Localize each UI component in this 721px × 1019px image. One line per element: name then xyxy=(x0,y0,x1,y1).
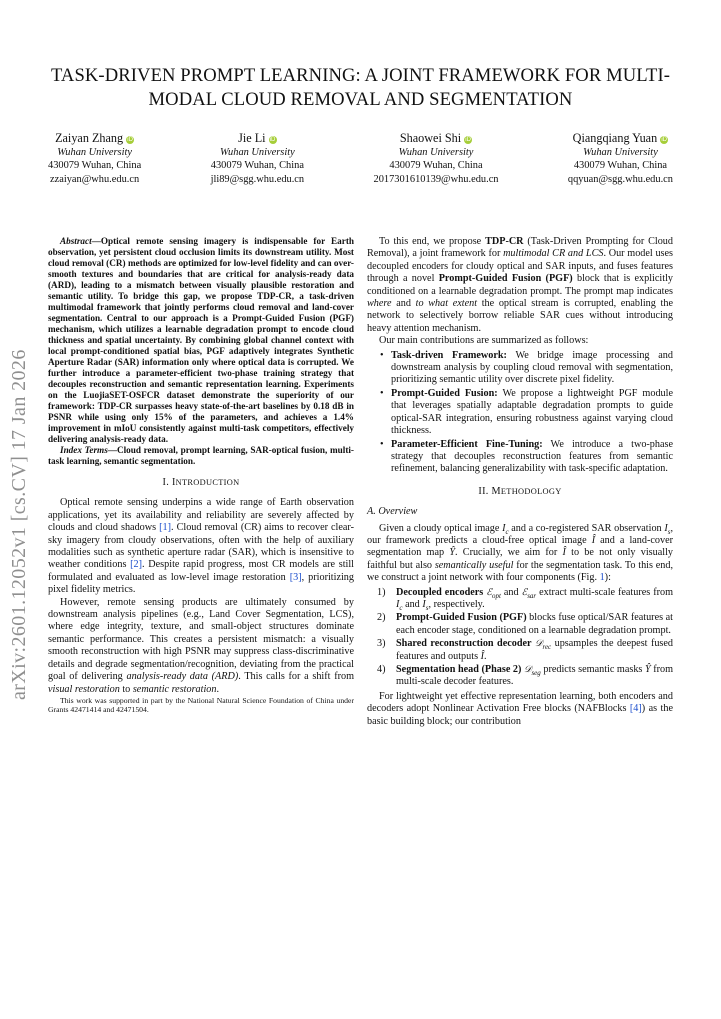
author-affiliation: Wuhan University xyxy=(57,147,132,158)
author-1 xyxy=(48,131,141,186)
subsection-heading-overview: A. Overview xyxy=(367,506,418,518)
abstract-lead: Abstract xyxy=(60,236,92,246)
contributions-intro: Our main contributions are summarized as follows: xyxy=(379,335,589,347)
author-address: 430079 Wuhan, China xyxy=(210,160,304,172)
orcid-icon[interactable]: iD xyxy=(269,137,276,143)
author-email[interactable]: zzaiyan@whu.edu.cn xyxy=(49,173,140,185)
list-item: • Parameter-Efficient Fine-Tuning: We introduce a two-phase strategy that decouples reconstruction features from semantic refinement, balancing generalizability with task-specific adaptation. xyxy=(380,438,674,475)
orcid-icon[interactable]: iD xyxy=(465,137,471,143)
list-item: • Prompt-Guided Fusion: We propose a lightweight PGF module that leverages spatially adaptable degradation prompts to guide optical-SAR integration, ensuring robustness against varying cloud thickness. xyxy=(380,387,673,437)
paper-title: TASK-DRIVEN PROMPT LEARNING: A JOINT FRAMEWORK FOR MULTI-MODAL CLOUD REMOVAL AND SEGMENTATION xyxy=(50,65,671,110)
author-address: 430079 Wuhan, China xyxy=(48,160,142,172)
bullet-icon: • xyxy=(380,349,384,361)
author-affiliation: Wuhan University xyxy=(219,147,295,158)
author-email[interactable]: jli89@sgg.whu.edu.cn xyxy=(210,173,305,185)
orcid-icon[interactable]: iD xyxy=(661,137,668,143)
section-heading-introduction: I. INTRODUCTION xyxy=(162,477,240,488)
author-address: 430079 Wuhan, China xyxy=(573,160,668,172)
list-item: 4) Segmentation head (Phase 2) 𝒟$_{seg}$ predicts semantic masks Ŷ from multi-scale decoder features. xyxy=(377,664,674,688)
closing-paragraph: For lightweight yet effective representation learning, both encoders and decoders adopt Nonlinear Activation Free blocks (NAFBlocks [4]) as the basic building block; our contribution xyxy=(367,690,673,727)
components-list xyxy=(367,587,673,689)
intro-paragraph-2: However, remote sensing products are ultimately consumed by downstream analysis pipelines (e.g., Land Cover Segmentation, LCS), where edge integrity, texture, and small-object structures dominate semantic performance. This creates a persistent mismatch: a visually smooth reconstruction with high PSNR may suppress class-discriminative details and degrade segmentation/recognition, deviating from the practical goal of delivering analysis-ready data (ARD). This calls for a shift from visual restoration to semantic restoration. xyxy=(48,596,354,695)
citation-link[interactable]: [2] xyxy=(130,559,143,571)
author-4 xyxy=(568,131,673,186)
author-email[interactable]: 2017301610139@whu.edu.cn xyxy=(373,173,499,185)
list-item: • Task-driven Framework: We bridge image processing and downstream analysis by coupling cloud removal with segmentation, prioritizing semantic utility over discrete pixel fidelity. xyxy=(380,349,673,386)
author-affiliation: Wuhan University xyxy=(583,147,658,158)
list-item: 1) Decoupled encoders ℰ$_{opt}$ and ℰ$_{sar}$ extract multi-scale features from $I_c$ and $I_s$, respectively. xyxy=(377,586,673,612)
contributions-list xyxy=(367,350,673,476)
author-block xyxy=(48,131,673,186)
overview-paragraph: Given a cloudy optical image $I_c$ and a co-registered SAR observation $I_s$, our framework predicts a cloud-free optical image Î and a land-cover segmentation map Ŷ. Crucially, we aim for Î to be not only visually faithful but also semantically useful for the segmentation task. To this end, we construct a joint network with four components (Fig. 1): xyxy=(367,522,674,584)
abstract xyxy=(48,236,354,445)
list-item: 2) Prompt-Guided Fusion (PGF) blocks fuse optical/SAR features at each encoder stage, conditioned on a learnable degradation prompt. xyxy=(377,612,673,636)
author-name: Qiangqiang Yuan xyxy=(572,131,658,145)
author-2 xyxy=(211,131,305,186)
bullet-icon: • xyxy=(380,438,384,450)
orcid-icon[interactable]: iD xyxy=(127,137,133,143)
bullet-icon: • xyxy=(380,387,384,399)
right-column xyxy=(367,236,673,728)
author-3 xyxy=(374,131,499,186)
index-terms xyxy=(48,445,354,467)
citation-link[interactable]: [1] xyxy=(159,522,171,534)
index-terms-lead: Index Terms xyxy=(60,445,108,455)
author-name: Zaiyan Zhang xyxy=(55,131,124,145)
author-affiliation: Wuhan University xyxy=(398,147,474,158)
left-column xyxy=(48,236,354,715)
author-address: 430079 Wuhan, China xyxy=(389,160,483,172)
funding-footnote: This work was supported in part by the National Natural Science Foundation of China under Grants 42471414 and 42471504. xyxy=(48,695,354,715)
proposal-paragraph: To this end, we propose TDP-CR (Task-Driven Prompting for Cloud Removal), a joint framework for multimodal CR and LCS. Our model uses decoupled encoders for cloudy optical and SAR inputs, and fuses features through a novel Prompt-Guided Fusion (PGF) block that is explicitly conditioned on a learnable degradation prompt. The prompt map indicates where and to what extent the optical stream is corrupted, enabling the network to selectively borrow reliable SAR cues without introducing heavy attention mechanism. xyxy=(367,236,674,334)
author-name: Shaowei Shi xyxy=(399,131,462,145)
arxiv-stamp[interactable]: arXiv:2601.12052v1 [cs.CV] 17 Jan 2026 xyxy=(8,349,30,700)
section-heading-methodology: II. METHODOLOGY xyxy=(478,485,562,497)
citation-link[interactable]: [3] xyxy=(289,571,302,583)
author-name: Jie Li xyxy=(238,131,266,145)
citation-link[interactable]: [4] xyxy=(629,703,642,715)
abstract-text: —Optical remote sensing imagery is indispensable for Earth observation, yet persistent cloud occlusion limits its downstream utility. Most cloud removal (CR) methods are optimized for low-level fidelity and can over-smooth textures and boundaries that are critical for analysis-ready data (ARD), leading to a mismatch between visually plausible restoration and semantic utility. To bridge this gap, we propose TDP-CR, a task-driven multimodal framework that jointly performs cloud removal and land-cover segmentation. Central to our approach is a Prompt-Guided Fusion (PGF) mechanism, which utilizes a learnable degradation prompt to encode cloud thickness and spatial uncertainty. By combining global channel context with local prompt-conditioned spatial bias, PGF adaptively integrates Synthetic Aperture Radar (SAR) information only where optical data is corrupted. We further introduce a parameter-efficient two-phase training strategy that decouples reconstruction and semantic representation learning. Experiments on the LuojiaSET-OSFCR dataset demonstrate the superiority of our framework: TDP-CR surpasses heavy state-of-the-art baselines by 0.18 dB in PSNR while using only 15% of the parameters, and achieves a 1.4% improvement in mIoU consistently against multi-task competitors, effectively delivering analysis-ready data. xyxy=(48,236,354,444)
intro-paragraph-1: Optical remote sensing underpins a wide range of Earth observation applications, yet its availability and reliability are severely affected by clouds and cloud shadows [1]. Cloud removal (CR) aims to recover clear-sky imagery from cloudy observations, often with the help of auxiliary modalities such as synthetic aperture radar (SAR), which is insensitive to weather conditions [2]. Despite rapid progress, most CR models are still formulated and evaluated as low-level image restoration [3], prioritizing pixel fidelity metrics. xyxy=(48,497,355,596)
figure-link[interactable]: 1 xyxy=(599,572,605,584)
author-email[interactable]: qqyuan@sgg.whu.edu.cn xyxy=(567,173,673,185)
list-item: 3) Shared reconstruction decoder 𝒟$_{rec}$ upsamples the deepest fused features and outputs Î. xyxy=(377,638,674,662)
index-terms-text: —Cloud removal, prompt learning, SAR-optical fusion, multi-task learning, semantic segmentation. xyxy=(48,445,354,466)
